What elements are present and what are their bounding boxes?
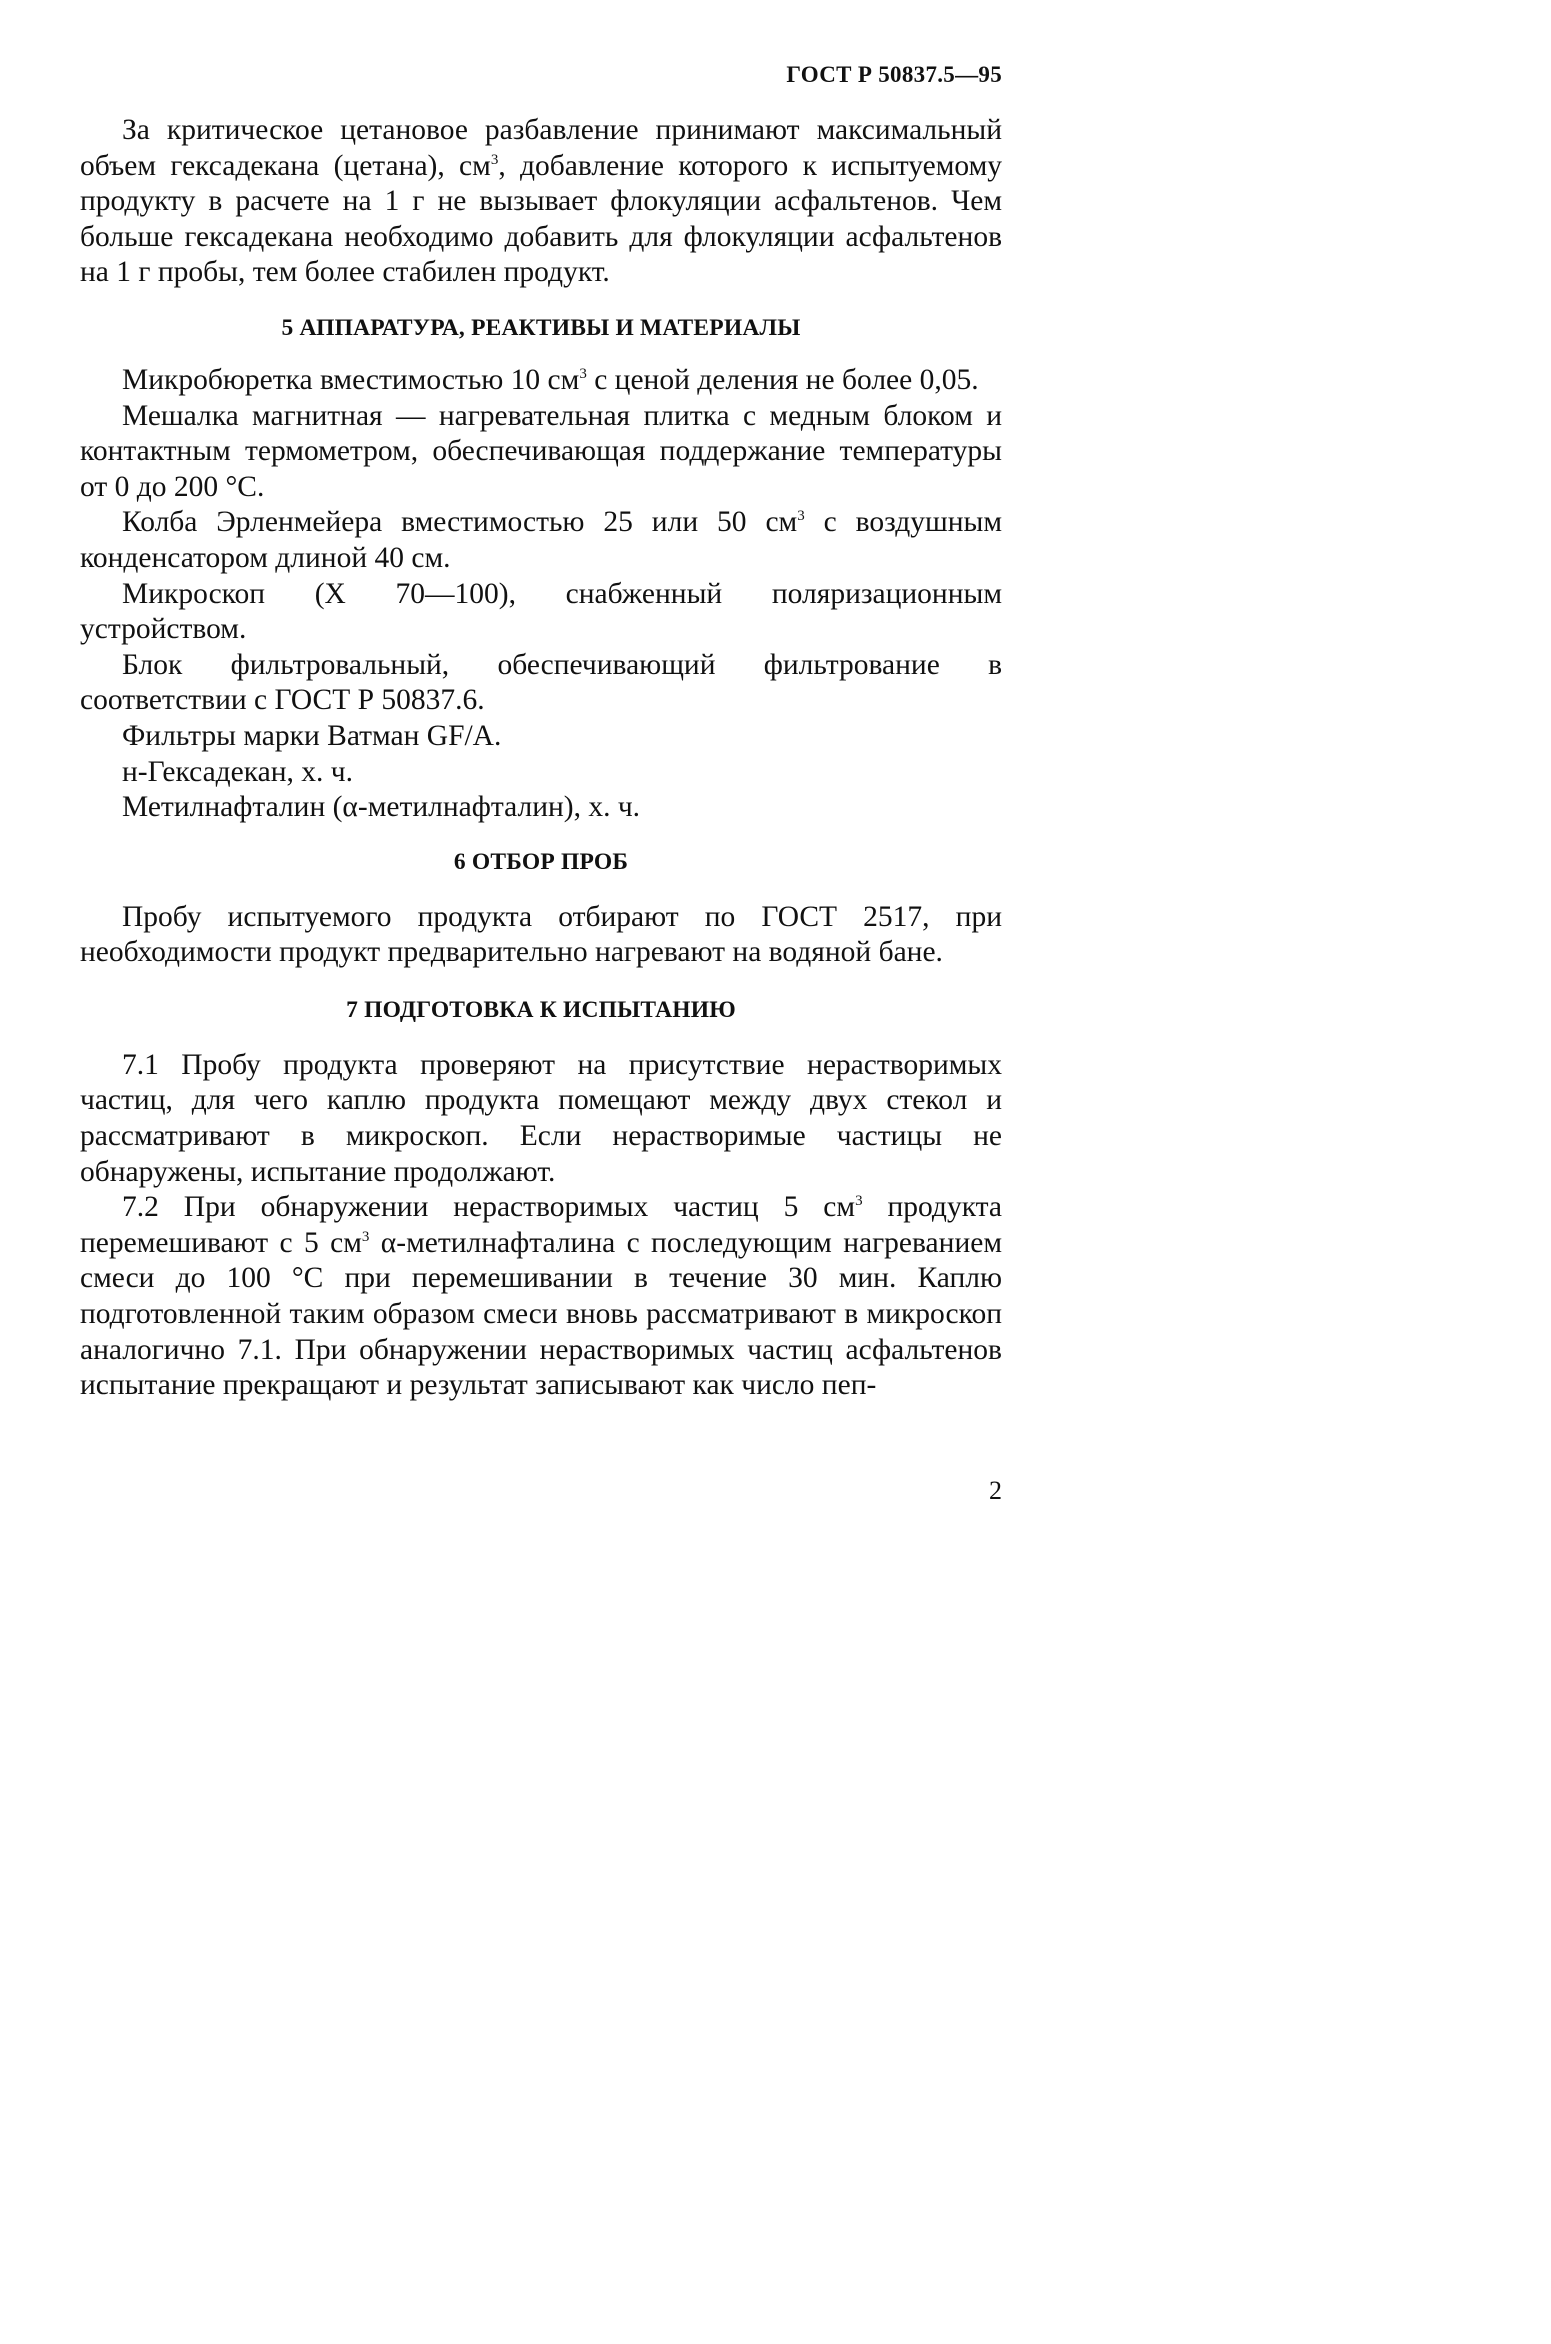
reagent-item-hexadecane: н-Гексадекан, х. ч. — [122, 755, 353, 788]
clause-7-2-text-a: 7.2 При обнаружении нерастворимых частиц 5 см — [122, 1191, 856, 1224]
sampling-paragraph: Пробу испытуемого продукта отбирают по ГОСТ 2517, при необходимости продукт предварительно нагревают на водяной бане. — [80, 900, 1002, 969]
cubic-superscript: 3 — [797, 508, 805, 525]
page-number: 2 — [989, 1476, 1002, 1505]
flask-text-start: Колба Эрленмейера вместимостью 25 или 50 см — [122, 506, 798, 539]
clause-7-2-paragraph — [80, 1190, 1002, 1404]
cubic-superscript: 3 — [490, 151, 499, 168]
section-7-title: 7 ПОДГОТОВКА К ИСПЫТАНИЮ — [346, 996, 736, 1023]
clause-7-2-text-b: продукта перемешивают с 5 см — [80, 1191, 1002, 1259]
section-5-title: 5 АППАРАТУРА, РЕАКТИВЫ И МАТЕРИАЛЫ — [281, 314, 801, 341]
equipment-item-stirrer: Мешалка магнитная — нагревательная плитка с медным блоком и контактным термометром, обеспечивающая поддержание температуры от 0 до 200 °С. — [80, 399, 1002, 503]
equipment-item-filters: Фильтры марки Ватман GF/A. — [122, 719, 502, 752]
section-6-title: 6 ОТБОР ПРОБ — [453, 848, 629, 875]
intro-text-start: За критическое цетановое разбавление принимают максимальный объем гексадекана (цетана), см — [80, 114, 1002, 182]
microburette-text-end: с ценой деления не более 0,05. — [586, 363, 979, 396]
document-id-header: ГОСТ Р 50837.5—95 — [786, 62, 1002, 87]
equipment-item-microscope: Микроскоп (Х 70—100), снабженный поляризационным устройством. — [80, 577, 1002, 646]
clause-7-2-text-c: α-метилнафталина с последующим нагреванием смеси до 100 °С при перемешивании в течение 30 мин. Каплю подготовленной таким образом смеси вновь рассматривают в микроскоп аналогично 7.1. При обнаружении нерастворимых частиц асфальтенов испытание прекращают и результат записывают как число пеп- — [80, 1226, 1002, 1402]
clause-7-1-paragraph: 7.1 Пробу продукта проверяют на присутствие нерастворимых частиц, для чего каплю продукта помещают между двух стекол и рассматривают в микроскоп. Если нерастворимые частицы не обнаружены, испытание продолжают. — [80, 1048, 1002, 1188]
reagent-item-methylnaphthalene: Метилнафталин (α-метилнафталин), х. ч. — [122, 791, 641, 824]
equipment-item-flask — [80, 505, 1002, 576]
equipment-item-filter-block: Блок фильтровальный, обеспечивающий фильтрование в соответствии с ГОСТ Р 50837.6. — [80, 648, 1002, 717]
document-page — [0, 0, 1048, 1584]
microburette-text-start: Микробюретка вместимостью 10 см — [122, 363, 580, 396]
intro-paragraph — [80, 113, 1002, 291]
flask-text-end: с воздушным конденсатором длиной 40 см. — [80, 506, 1002, 574]
cubic-superscript: 3 — [361, 1229, 370, 1246]
document-body — [80, 113, 1002, 1404]
cubic-superscript: 3 — [579, 366, 587, 383]
intro-text-end: , добавление которого к испытуемому продукту в расчете на 1 г не вызывает флокуляции асфальтенов. Чем больше гексадекана необходимо добавить для флокуляции асфальтенов на 1 г пробы, тем более стабилен продукт. — [80, 149, 1003, 289]
cubic-superscript: 3 — [855, 1193, 863, 1210]
equipment-item-microburette — [80, 363, 1002, 399]
